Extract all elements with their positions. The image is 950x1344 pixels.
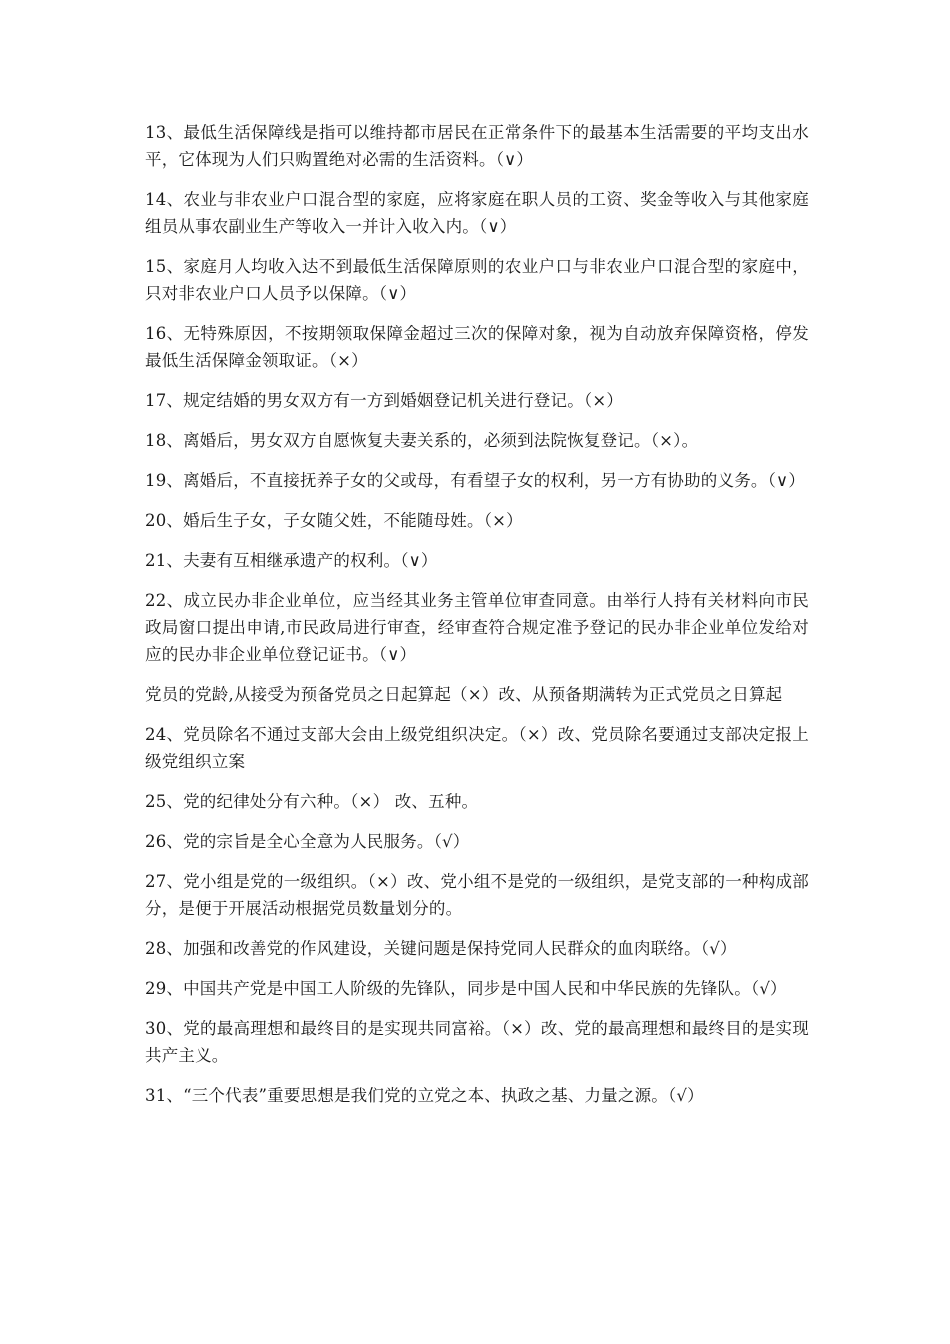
- paragraph-21: 21、夫妻有互相继承遗产的权利。（∨）: [145, 551, 438, 570]
- paragraph-23: 党员的党龄,从接受为预备党员之日起算起（×）改、从预备期满转为正式党员之日算起: [145, 685, 783, 704]
- paragraph-18: 18、离婚后，男女双方自愿恢复夫妻关系的，必须到法院恢复登记。（×）。: [145, 431, 699, 450]
- paragraph-24: 24、党员除名不通过支部大会由上级党组织决定。（×）改、党员除名要通过支部决定报上级党组织立案: [145, 725, 809, 771]
- paragraph-31: 31、“三个代表”重要思想是我们党的立党之本、执政之基、力量之源。（√）: [145, 1086, 704, 1105]
- paragraph-13: 13、最低生活保障线是指可以维持都市居民在正常条件下的最基本生活需要的平均支出水平，它体现为人们只购置绝对必需的生活资料。（∨）: [145, 123, 809, 169]
- document-body: [145, 119, 809, 1122]
- paragraph-20: 20、婚后生子女，子女随父姓，不能随母姓。（×）: [145, 511, 523, 530]
- paragraph-14: 14、农业与非农业户口混合型的家庭，应将家庭在职人员的工资、奖金等收入与其他家庭组员从事农副业生产等收入一并计入收入内。（∨）: [145, 190, 809, 236]
- paragraph-30: 30、党的最高理想和最终目的是实现共同富裕。（×）改、党的最高理想和最终目的是实现共产主义。: [145, 1019, 809, 1065]
- paragraph-22: 22、成立民办非企业单位，应当经其业务主管单位审查同意。由举行人持有关材料向市民政局窗口提出申请,市民政局进行审查，经审查符合规定准予登记的民办非企业单位发给对应的民办非企业单位登记证书。（∨）: [145, 591, 809, 664]
- paragraph-26: 26、党的宗旨是全心全意为人民服务。（√）: [145, 832, 470, 851]
- paragraph-16: 16、无特殊原因，不按期领取保障金超过三次的保障对象，视为自动放弃保障资格，停发最低生活保障金领取证。（×）: [145, 324, 809, 370]
- paragraph-25: 25、党的纪律处分有六种。（×） 改、五种。: [145, 792, 479, 811]
- paragraph-27: 27、党小组是党的一级组织。（×）改、党小组不是党的一级组织，是党支部的一种构成部分，是便于开展活动根据党员数量划分的。: [145, 872, 809, 918]
- paragraph-28: 28、加强和改善党的作风建设，关键问题是保持党同人民群众的血肉联络。（√）: [145, 939, 737, 958]
- paragraph-29: 29、中国共产党是中国工人阶级的先锋队，同步是中国人民和中华民族的先锋队。（√）: [145, 979, 787, 998]
- paragraph-17: 17、规定结婚的男女双方有一方到婚姻登记机关进行登记。（×）: [145, 391, 624, 410]
- paragraph-19: 19、离婚后，不直接抚养子女的父或母，有看望子女的权利，另一方有协助的义务。（∨）: [145, 471, 806, 490]
- paragraph-15: 15、家庭月人均收入达不到最低生活保障原则的农业户口与非农业户口混合型的家庭中，只对非农业户口人员予以保障。（∨）: [145, 257, 809, 303]
